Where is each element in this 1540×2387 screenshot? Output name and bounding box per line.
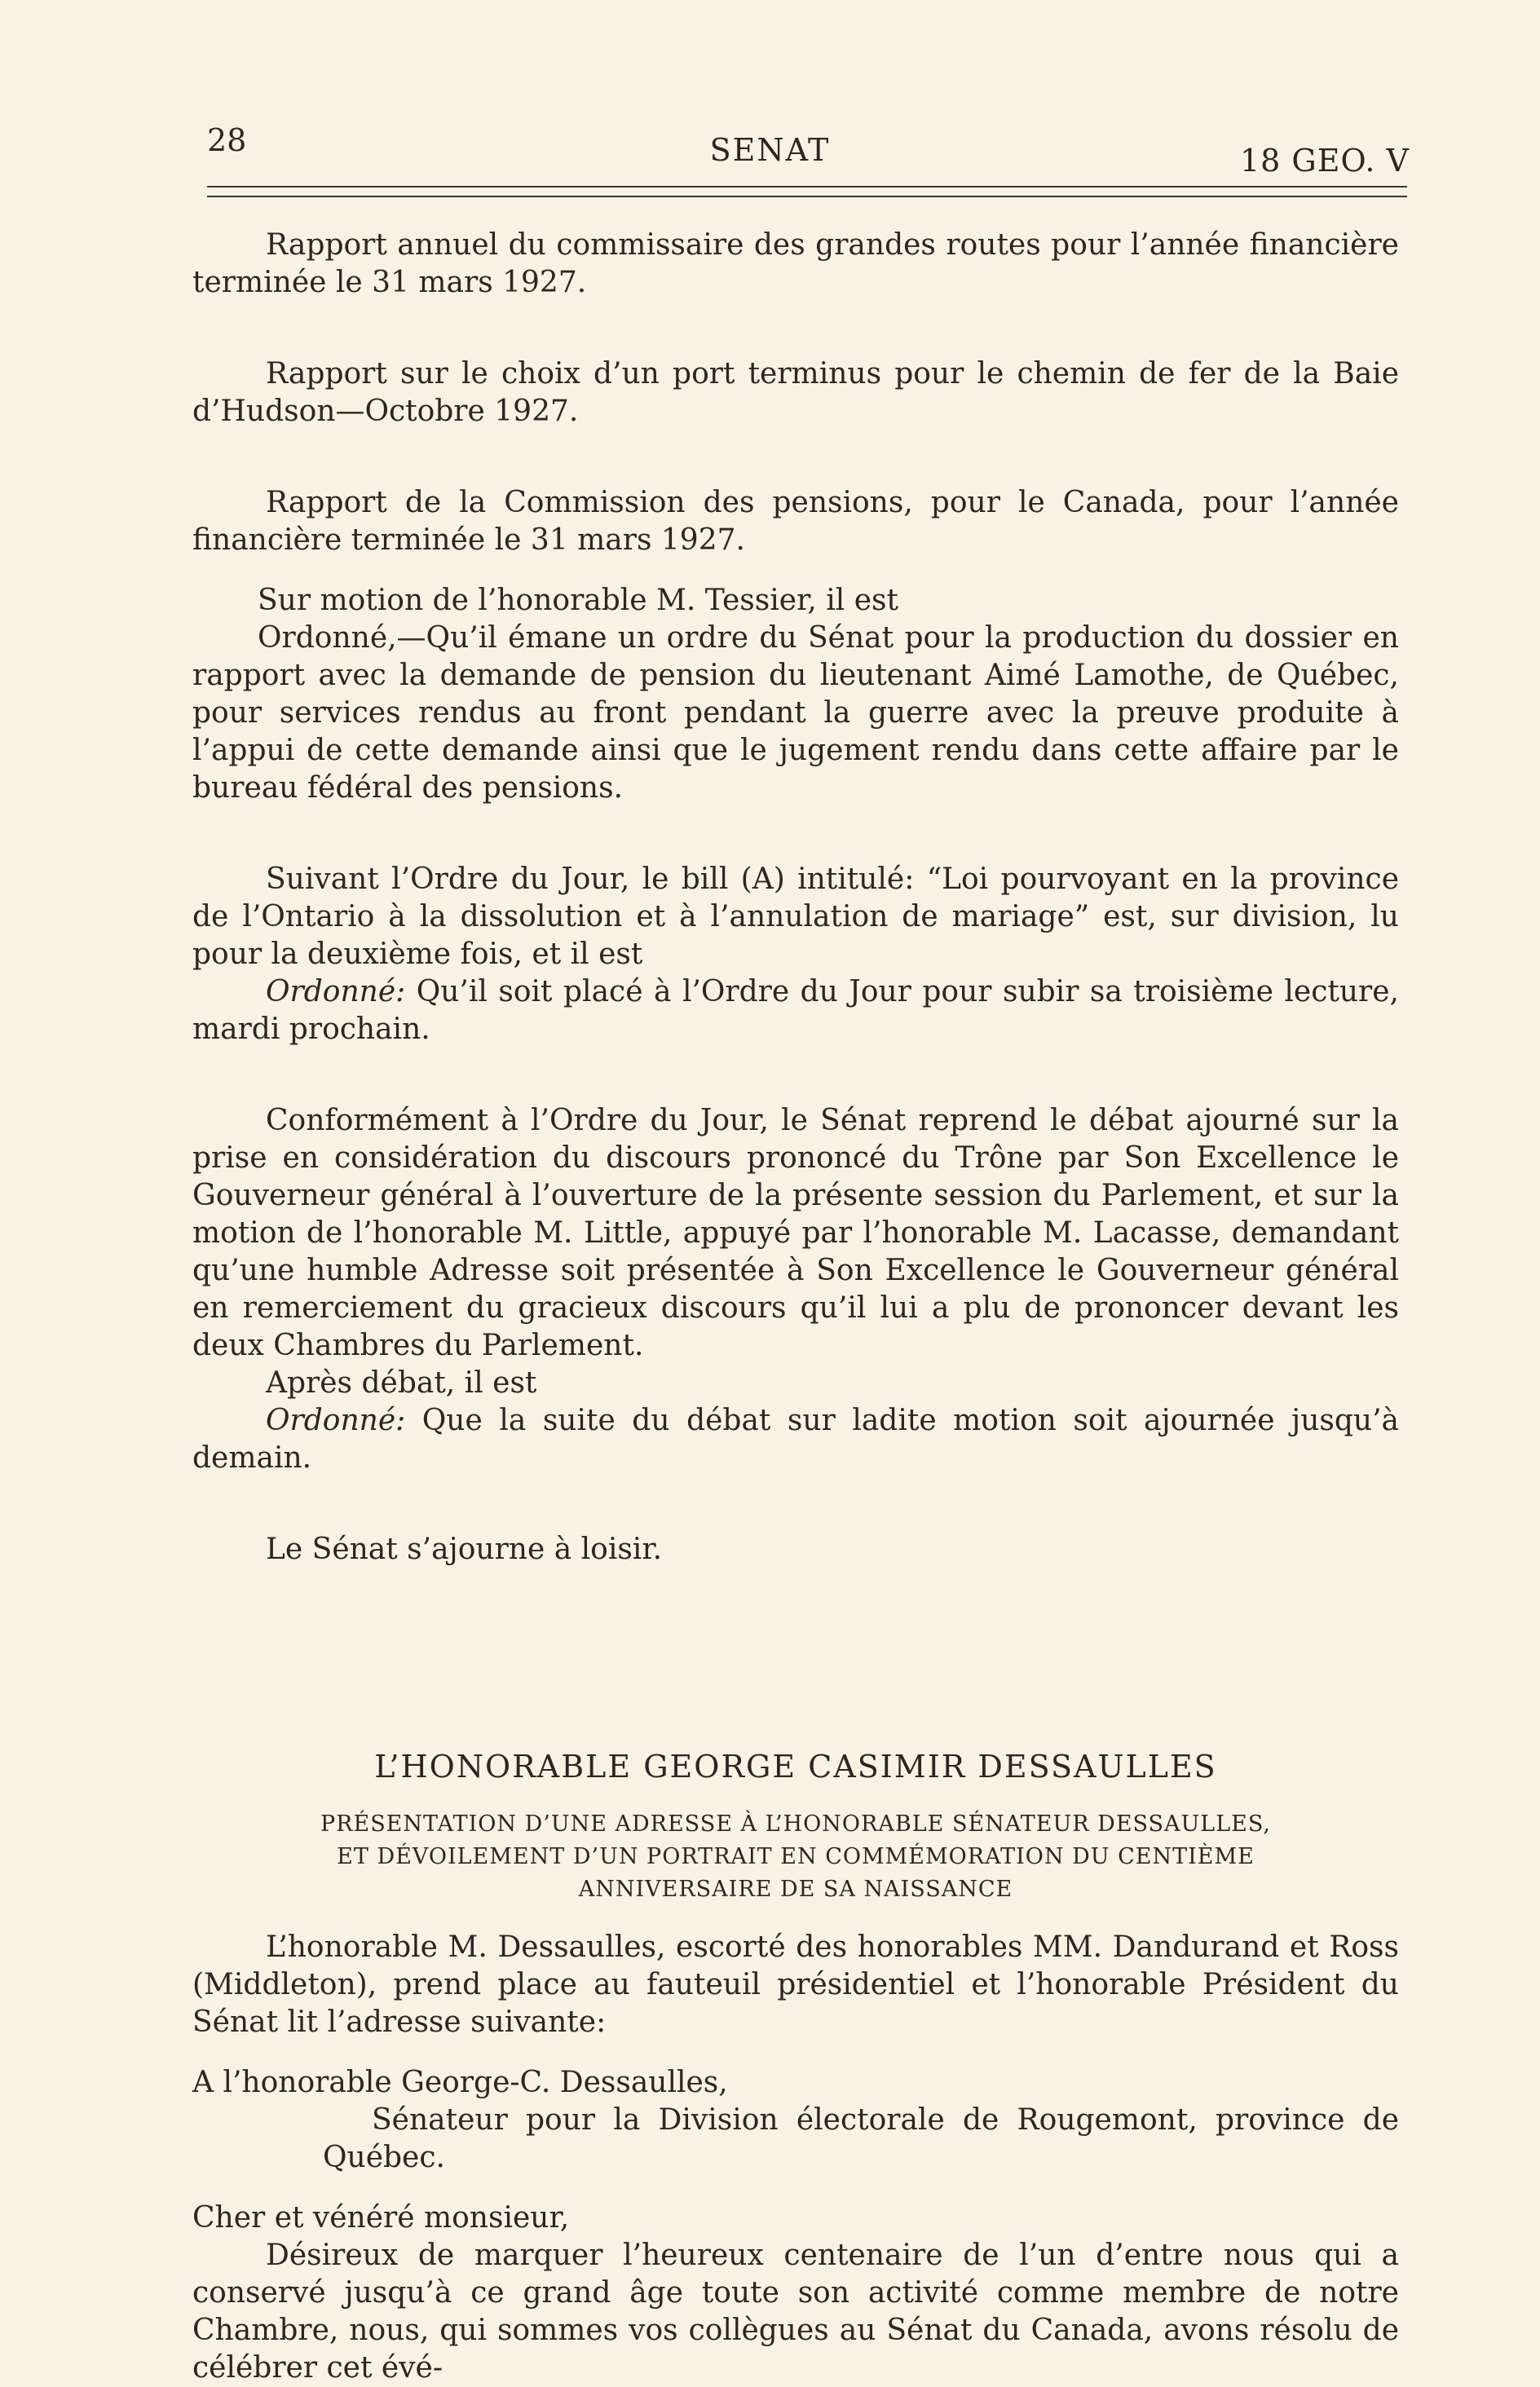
paragraph: [192, 1402, 1399, 1477]
ordonne-label: Ordonné:: [266, 975, 406, 1008]
paragraph: [192, 973, 1399, 1048]
paragraph-text: Que la suite du débat sur ladite motion soit ajournée jusqu’à demain.: [192, 1404, 1399, 1475]
address-recipient: A l’honorable George-C. Dessaulles,: [192, 2066, 728, 2099]
paragraph: Après débat, il est: [266, 1366, 537, 1400]
paragraph: Conformément à l’Ordre du Jour, le Sénat reprend le débat ajourné sur la prise en considération du discours prononcé du Trône par Son Excellence le Gouverneur général à l’ouverture de la présente session du Parlement, et sur la motion de l’honorable M. Little, appuyé par l’honorable M. Lacasse, demandant qu’une humble Adresse soit présentée à Son Excellence le Gouverneur général en remerciement du gracieux discours qu’il lui a plu de prononcer devant les deux Chambres du Parlement.: [192, 1104, 1399, 1362]
header-rule: [207, 196, 1407, 197]
body-text: [192, 227, 1399, 2387]
ordonne-label: Ordonné:: [266, 1404, 406, 1437]
section-subtitle: PRÉSENTATION D’UNE ADRESSE À L’HONORABLE SÉNATEUR DESSAULLES, ET DÉVOILEMENT D’UN PORTRAIT EN COMMÉMORATION DU CENTIÈME ANNIVERSAIRE DE SA NAISSANCE: [320, 1811, 1271, 1902]
paragraph: L’honorable M. Dessaulles, escorté des honorables MM. Dandurand et Ross (Middleton), prend place au fauteuil présidentiel et l’honorable Président du Sénat lit l’adresse suivante:: [192, 1930, 1399, 2039]
header-rule: [207, 186, 1407, 188]
address-line: Sénateur pour la Division électorale de Rougemont, province de Québec.: [323, 2103, 1399, 2174]
paragraph: Suivant l’Ordre du Jour, le bill (A) intitulé: “Loi pourvoyant en la province de l’Ontario à la dissolution et à l’annulation de mariage” est, sur division, lu pour la deuxième fois, et il est: [192, 863, 1399, 971]
running-header-right: 18 GEO. V: [1239, 143, 1410, 179]
paragraph: Rapport sur le choix d’un port terminus pour le chemin de fer de la Baie d’Hudson—Octobre 1927.: [192, 357, 1399, 428]
paragraph: Désireux de marquer l’heureux centenaire de l’un d’entre nous qui a conservé jusqu’à ce grand âge toute son activité comme membre de notre Chambre, nous, qui sommes vos collègues au Sénat du Canada, avons résolu de célébrer cet évé-: [192, 2239, 1399, 2385]
paragraph: Rapport de la Commission des pensions, pour le Canada, pour l’année financière terminée le 31 mars 1927.: [192, 486, 1399, 557]
running-title: SENAT: [709, 132, 831, 168]
salutation: Cher et vénéré monsieur,: [192, 2201, 570, 2235]
paragraph-text: Qu’il soit placé à l’Ordre du Jour pour subir sa troisième lecture, mardi prochain.: [192, 975, 1399, 1046]
paragraph: Rapport annuel du commissaire des grandes routes pour l’année financière terminée le 31 mars 1927.: [192, 228, 1399, 299]
paragraph: Le Sénat s’ajourne à loisir.: [266, 1533, 663, 1566]
paragraph: Ordonné,—Qu’il émane un ordre du Sénat pour la production du dossier en rapport avec la demande de pension du lieutenant Aimé Lamothe, de Québec, pour services rendus au front pendant la guerre avec la preuve produite à l’appui de cette demande ainsi que le jugement rendu dans cette affaire par le bureau fédéral des pensions.: [192, 621, 1399, 805]
section-title: L’HONORABLE GEORGE CASIMIR DESSAULLES: [374, 1749, 1217, 1785]
paragraph: Sur motion de l’honorable M. Tessier, il est: [258, 584, 898, 617]
page-number: 28: [207, 122, 247, 158]
